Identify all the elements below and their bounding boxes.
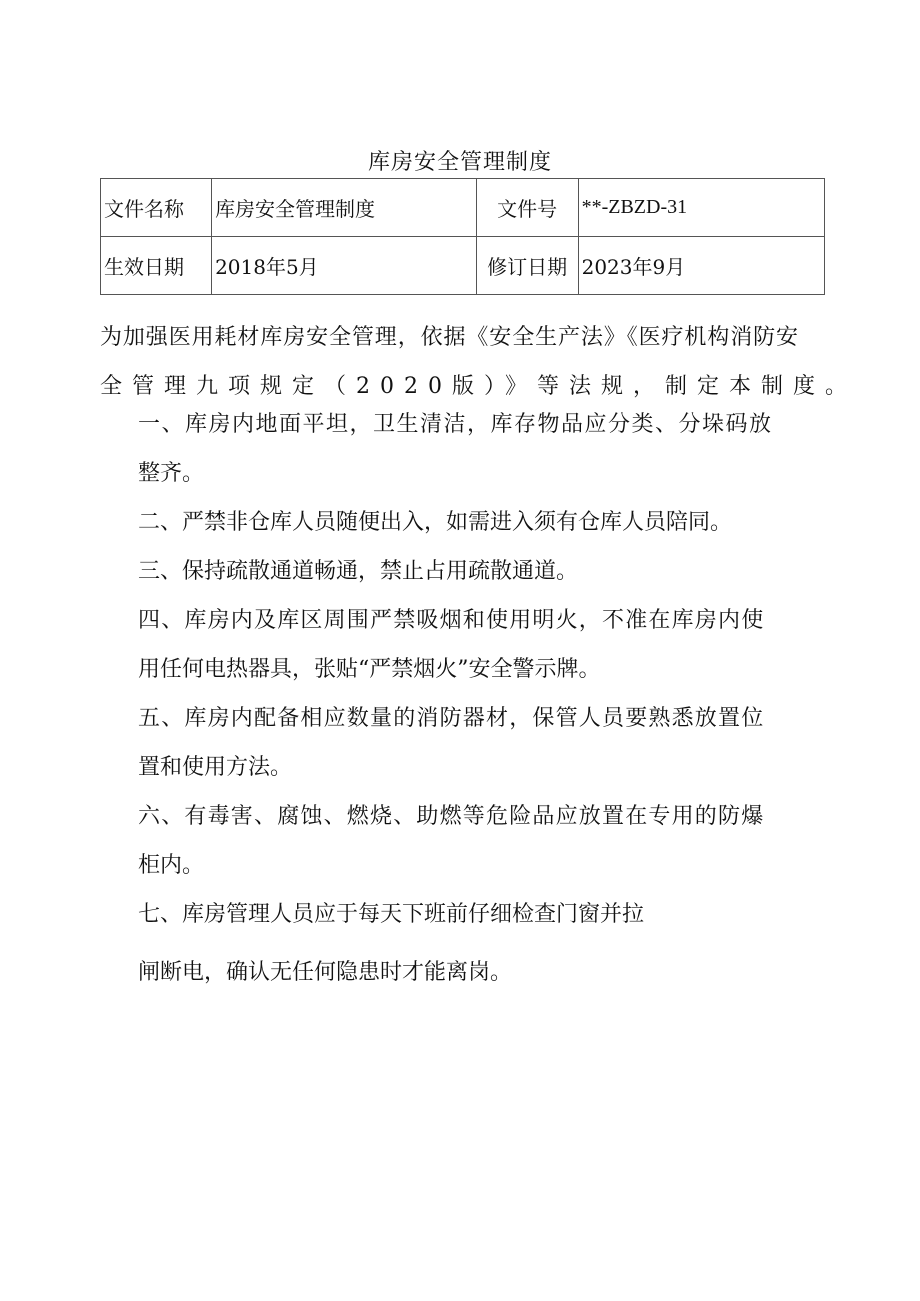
rule-item-6-continued: 柜内。 xyxy=(138,853,205,878)
document-info-table xyxy=(100,178,825,295)
intro-line-2: 全管理九项规定（2020版）》等法规，制定本制度。 xyxy=(100,374,857,399)
file-name-value: 库房安全管理制度 xyxy=(212,179,477,237)
intro-line-1: 为加强医用耗材库房安全管理，依据《安全生产法》《医疗机构消防安 xyxy=(100,325,799,350)
intro-paragraph xyxy=(100,313,857,411)
rule-item-5-continued: 置和使用方法。 xyxy=(138,755,293,780)
effective-date-value: 2018年5月 xyxy=(212,237,477,295)
rule-item-2: 二、严禁非仓库人员随便出入，如需进入须有仓库人员陪同。 xyxy=(138,510,733,535)
rule-item-3: 三、保持疏散通道畅通，禁止占用疏散通道。 xyxy=(138,559,579,584)
rule-item-6: 六、有毒害、腐蚀、燃烧、助燃等危险品应放置在专用的防爆 xyxy=(138,804,765,829)
table-row xyxy=(101,179,825,237)
revised-date-label: 修订日期 xyxy=(476,237,578,295)
rule-item-5: 五、库房内配备相应数量的消防器材，保管人员要熟悉放置位 xyxy=(138,706,765,731)
file-number-value: **-ZBZD-31 xyxy=(578,179,824,237)
table-row xyxy=(101,237,825,295)
rule-item-7: 七、库房管理人员应于每天下班前仔细检查门窗并拉 xyxy=(138,902,645,927)
file-number-label: 文件号 xyxy=(476,179,578,237)
effective-date-label: 生效日期 xyxy=(101,237,212,295)
file-name-label: 文件名称 xyxy=(101,179,212,237)
rule-item-1: 一、库房内地面平坦，卫生清洁，库存物品应分类、分垛码放 xyxy=(138,412,773,437)
rule-item-4-continued: 用任何电热器具，张贴“严禁烟火”安全警示牌。 xyxy=(138,657,601,682)
rule-item-4: 四、库房内及库区周围严禁吸烟和使用明火，不准在库房内使 xyxy=(138,608,765,633)
document-title: 库房安全管理制度 xyxy=(367,150,552,175)
rule-item-7-continued: 闸断电，确认无任何隐患时才能离岗。 xyxy=(138,960,513,985)
revised-date-value: 2023年9月 xyxy=(578,237,824,295)
rule-item-1-continued: 整齐。 xyxy=(138,461,205,486)
